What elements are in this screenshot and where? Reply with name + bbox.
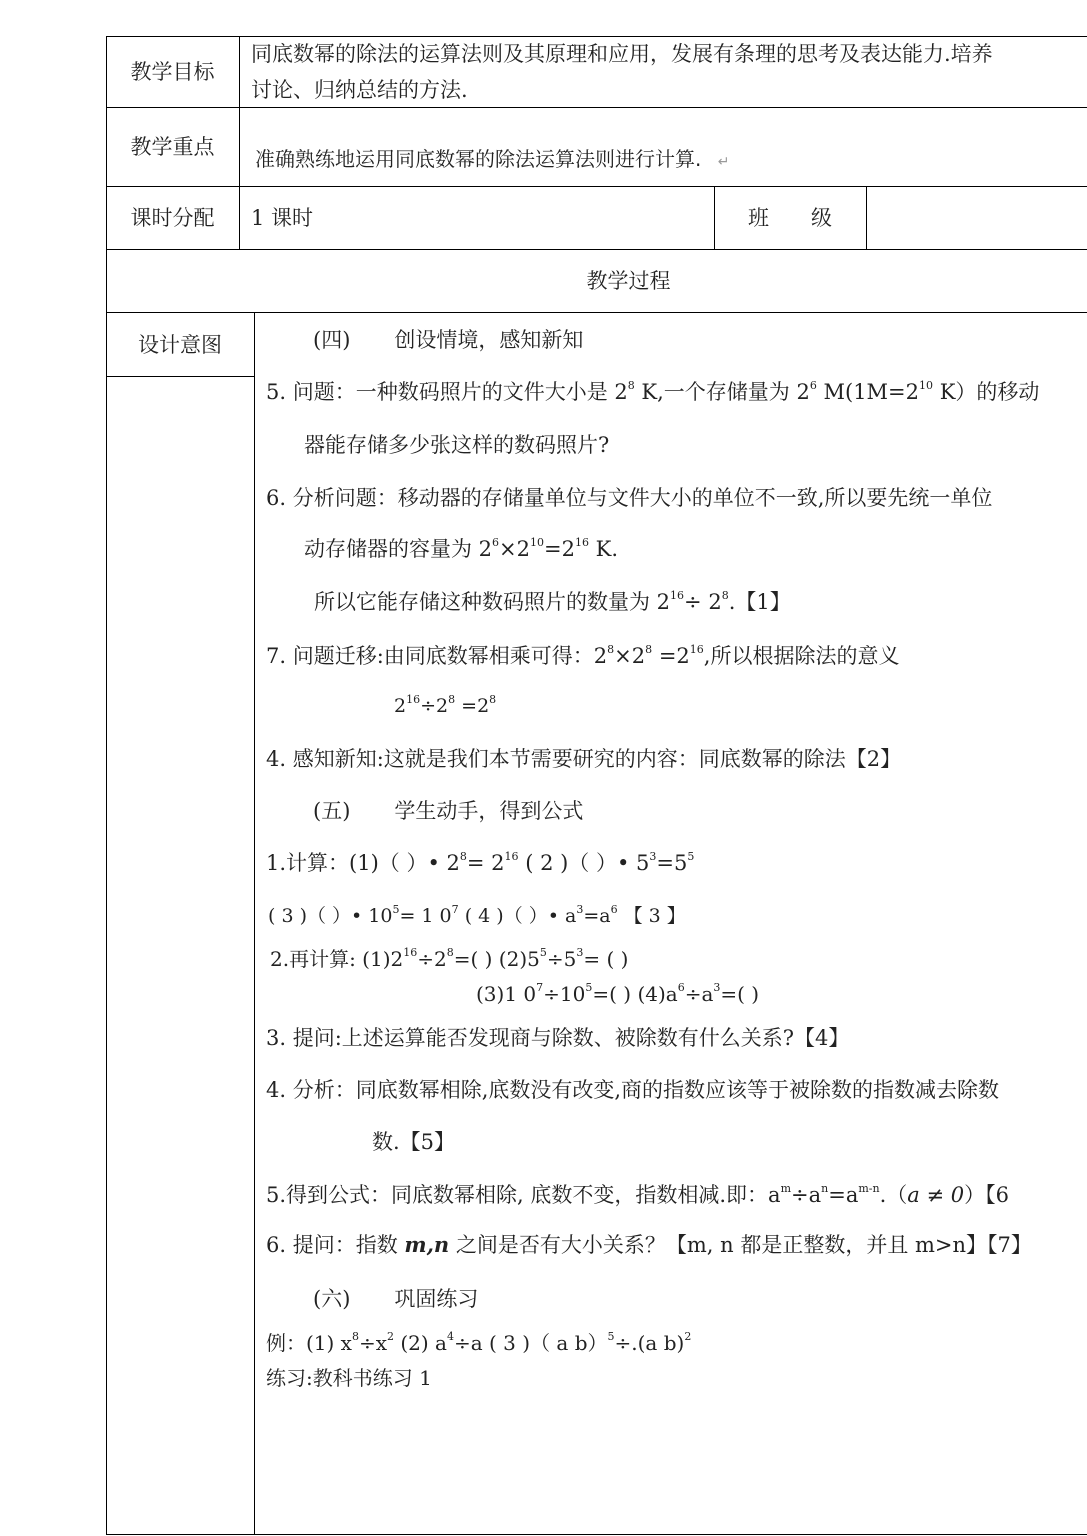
- text-seg: M(1M=2: [816, 380, 920, 404]
- exponent: 16: [689, 643, 704, 656]
- exponent: 8: [448, 692, 456, 706]
- question-6: [266, 1231, 1032, 1259]
- exponent: 8: [489, 692, 497, 706]
- section-6-number: (六): [313, 1287, 351, 1311]
- text-seg: 5.得到公式：同底数幂相除, 底数不变，指数相减.即：a: [266, 1183, 781, 1207]
- table-border-top: [106, 36, 1087, 37]
- text-seg: ( 4 )（ ）• a: [458, 905, 577, 927]
- table-border-left: [106, 36, 107, 1535]
- exponent: n: [821, 1182, 829, 1195]
- text-seg: = ( ): [583, 947, 629, 971]
- exponent: 2: [387, 1330, 395, 1344]
- exponent: 8: [459, 850, 467, 863]
- exponent: 10: [530, 536, 545, 549]
- exponent: 6: [492, 536, 500, 549]
- text-seg: ÷.(a b): [614, 1331, 685, 1355]
- text-seg: ×2: [614, 644, 646, 668]
- class-divider: [866, 186, 867, 249]
- text-seg: ÷2: [420, 695, 449, 717]
- label-column-divider: [239, 36, 240, 249]
- text-seg: =2: [544, 537, 575, 561]
- formula-5: [266, 1181, 1009, 1209]
- text-seg: ÷a: [684, 982, 714, 1006]
- problem-7-line1: [266, 642, 899, 670]
- text-seg: (3)1 0: [476, 982, 537, 1006]
- analysis-4-line2: 数.【5】: [372, 1130, 456, 1154]
- exponent: 8: [721, 589, 729, 602]
- text-seg: =2: [455, 695, 490, 717]
- problem-5-line1: [266, 378, 1039, 406]
- text-seg: ×2: [499, 537, 531, 561]
- intent-column-divider: [254, 312, 255, 1535]
- exponent: 8: [607, 643, 615, 656]
- question-3: 3. 提问:上述运算能否发现商与除数、被除数有什么关系?【4】: [266, 1026, 850, 1050]
- table-row-divider: [106, 249, 1087, 250]
- exponent: 3: [649, 850, 657, 863]
- text-seg: .（: [879, 1183, 908, 1207]
- table-row-divider: [106, 186, 1087, 187]
- problem-6-line3: [314, 588, 791, 616]
- text-seg: K.: [588, 537, 619, 561]
- section-4-number: (四): [313, 328, 351, 352]
- formula-condition: a ≠ 0: [907, 1183, 965, 1207]
- text-seg: ÷a: [791, 1183, 822, 1207]
- exponent: 8: [351, 1330, 359, 1344]
- problem-5-line2: 器能存储多少张这样的数码照片?: [304, 433, 610, 457]
- exponent: 7: [536, 981, 544, 995]
- text-seg: (2) a: [394, 1331, 447, 1355]
- section-4-title: 创设情境，感知新知: [394, 328, 584, 352]
- exponent: m: [780, 1182, 792, 1195]
- exponent: m-n: [858, 1182, 880, 1195]
- text-seg: 【 3 】: [617, 905, 686, 927]
- exponent: 8: [446, 946, 454, 960]
- paragraph-mark-icon: ↵: [717, 154, 730, 170]
- exponent: 3: [576, 946, 584, 960]
- exponent: 8: [627, 379, 635, 392]
- text-seg: ÷5: [546, 947, 577, 971]
- goal-label: 教学目标: [130, 60, 215, 84]
- section-6-title: 巩固练习: [394, 1287, 479, 1311]
- calc-1-line2: [268, 902, 686, 930]
- exponent: 10: [919, 379, 934, 392]
- exponent: 5: [607, 1330, 615, 1344]
- section-4-heading: [313, 326, 583, 354]
- analysis-4-line1: 4. 分析：同底数幂相除,底数没有改变,商的指数应该等于被除数的指数减去除数: [266, 1078, 1000, 1102]
- exponent: 6: [610, 902, 618, 916]
- process-title: 教学过程: [586, 269, 671, 293]
- text-seg: ÷2: [417, 947, 447, 971]
- text-seg: 例：(1) x: [266, 1331, 352, 1355]
- exponent: 3: [713, 981, 721, 995]
- text-seg: 7. 问题迁移:由同底数幂相乘可得：2: [266, 644, 608, 668]
- class-label: 班 级: [748, 206, 832, 230]
- exponent: 16: [670, 589, 685, 602]
- goal-text-line1: 同底数幂的除法的运算法则及其原理和应用，发展有条理的思考及表达能力.培养: [251, 42, 993, 66]
- exponent: 4: [446, 1330, 454, 1344]
- text-seg: 5. 问题：一种数码照片的文件大小是 2: [266, 380, 628, 404]
- text-seg: 动存储器的容量为 2: [304, 537, 493, 561]
- exponent: 5: [392, 902, 400, 916]
- exponent: 5: [585, 981, 593, 995]
- exponent: 7: [451, 902, 459, 916]
- example-line: [266, 1329, 691, 1357]
- practice-line: 练习:教科书练习 1: [266, 1366, 432, 1390]
- text-seg: 1.计算：(1)（ ）• 2: [266, 851, 460, 875]
- exponent: 6: [809, 379, 817, 392]
- exponent: 16: [403, 946, 418, 960]
- exponent: 16: [406, 692, 421, 706]
- item-4-perceive: 4. 感知新知:这就是我们本节需要研究的内容：同底数幂的除法【2】: [266, 747, 902, 771]
- text-seg: =a: [583, 905, 611, 927]
- text-seg: =( ): [720, 982, 760, 1006]
- text-seg: ÷10: [543, 982, 586, 1006]
- exponent: 5: [539, 946, 547, 960]
- exponent: 2: [684, 1330, 692, 1344]
- goal-text-line2: 讨论、归纳总结的方法.: [251, 78, 468, 102]
- problem-6-line1: 6. 分析问题：移动器的存储量单位与文件大小的单位不一致,所以要先统一单位: [266, 486, 993, 510]
- text-seg: = 2: [466, 851, 505, 875]
- text-seg: 之间是否有大小关系？【m, n 都是正整数，并且 m>n】【7】: [449, 1233, 1032, 1257]
- exponent: 3: [576, 902, 584, 916]
- focus-text: [255, 145, 729, 176]
- text-seg: ( 3 )（ ）• 10: [268, 905, 393, 927]
- table-row-divider: [106, 107, 1087, 108]
- text-seg: [652, 644, 659, 668]
- text-seg: =( ) (2)5: [453, 947, 540, 971]
- variables-mn: m,n: [404, 1232, 450, 1257]
- calc-2-line1: [270, 945, 628, 973]
- text-seg: 6. 提问：指数: [266, 1233, 405, 1257]
- hours-label: 课时分配: [130, 206, 215, 230]
- text-seg: =2: [658, 644, 690, 668]
- intent-label-divider: [106, 376, 254, 377]
- text-seg: ( 2 )（ ）• 5: [518, 851, 650, 875]
- text-seg: ,所以根据除法的意义: [703, 644, 900, 668]
- calc-1-line1: [266, 849, 694, 877]
- focus-text-body: 准确熟练地运用同底数幂的除法运算法则进行计算.: [255, 147, 702, 171]
- text-seg: 2.再计算: (1)2: [270, 947, 404, 971]
- section-5-title: 学生动手，得到公式: [394, 799, 584, 823]
- text-seg: 所以它能存储这种数码照片的数量为 2: [314, 590, 671, 614]
- text-seg: ÷x: [358, 1331, 388, 1355]
- exponent: 6: [677, 981, 685, 995]
- section-6-heading: [313, 1285, 478, 1313]
- text-seg: .【1】: [728, 590, 791, 614]
- problem-7-line2: [394, 692, 496, 720]
- text-seg: K,一个存储量为 2: [634, 380, 810, 404]
- text-seg: = 1 0: [399, 905, 452, 927]
- text-seg: =a: [828, 1183, 859, 1207]
- problem-6-line2: [304, 535, 618, 563]
- exponent: 16: [574, 536, 589, 549]
- text-seg: ÷a ( 3 )（ a b）: [453, 1331, 608, 1355]
- text-seg: =( ) (4)a: [592, 982, 678, 1006]
- exponent: 8: [645, 643, 653, 656]
- exponent: 16: [504, 850, 519, 863]
- calc-2-line2: [476, 980, 759, 1008]
- exponent: 5: [687, 850, 695, 863]
- text-seg: K）的移动: [933, 380, 1040, 404]
- intent-label: 设计意图: [138, 333, 222, 357]
- hours-value: 1 课时: [251, 206, 314, 230]
- text-seg: 2: [394, 695, 407, 717]
- section-5-heading: [313, 797, 583, 825]
- focus-label: 教学重点: [130, 135, 215, 159]
- section-5-number: (五): [313, 799, 351, 823]
- text-seg: ÷ 2: [684, 590, 722, 614]
- text-seg: ）【6: [964, 1183, 1009, 1207]
- text-seg: =5: [656, 851, 688, 875]
